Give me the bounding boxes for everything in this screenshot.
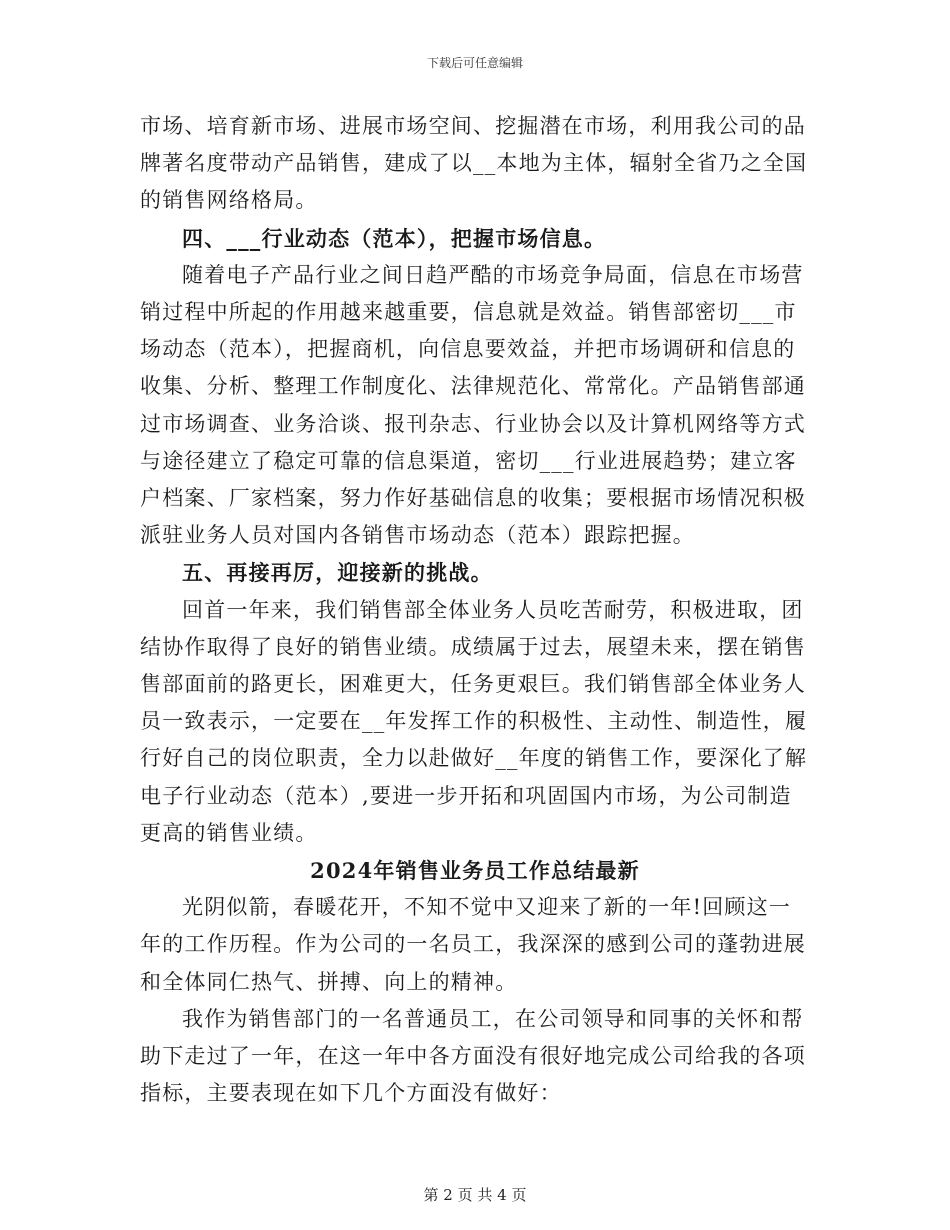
paragraph-self-review: 我作为销售部门的一名普通员工，在公司领导和同事的关怀和帮助下走过了一年，在这一年中各方面没有很好地完成公司给我的各项指标，主要表现在如下几个方面没有做好： bbox=[140, 1006, 806, 1106]
document-body bbox=[140, 108, 810, 1112]
section-heading-5: 五、再接再厉，迎接新的挑战。 bbox=[182, 560, 493, 586]
page-header: 下载后可任意编辑 bbox=[426, 56, 523, 70]
page-number: 第 2 页 共 4 页 bbox=[423, 1186, 527, 1204]
document-title: 2024年销售业务员工作总结最新 bbox=[310, 858, 640, 884]
paragraph-new-challenges: 回首一年来，我们销售部全体业务人员吃苦耐劳，积极进取，团结协作取得了良好的销售业绩。成绩属于过去，展望未来，摆在销售售部面前的路更长，困难更大，任务更艰巨。我们销售部全体业务人员一致表示，一定要在__年发挥工作的积极性、主动性、制造性，履行好自己的岗位职责，全力以赴做好__年度的销售工作，要深化了解电子行业动态（范本）,要进一步开拓和巩固国内市场，为公司制造更高的销售业绩。 bbox=[140, 597, 808, 845]
section-heading-4: 四、___行业动态（范本），把握市场信息。 bbox=[182, 225, 607, 251]
paragraph-market-expansion: 市场、培育新市场、进展市场空间、挖掘潜在市场，利用我公司的品牌著名度带动产品销售，建成了以__本地为主体，辐射全省乃之全国的销售网络格局。 bbox=[140, 114, 808, 213]
paragraph-intro: 光阴似箭，春暖花开，不知不觉中又迎来了新的一年!回顾这一年的工作历程。作为公司的一名员工，我深深的感到公司的蓬勃进展和全体同仁热气、拼搏、向上的精神。 bbox=[140, 895, 806, 994]
paragraph-market-info: 随着电子产品行业之间日趋严酷的市场竞争局面，信息在市场营销过程中所起的作用越来越重要，信息就是效益。销售部密切___市场动态（范本），把握商机，向信息要效益，并把市场调研和信息的收集、分析、整理工作制度化、法律规范化、常常化。产品销售部通过市场调查、业务洽谈、报刊杂志、行业协会以及计算机网络等方式与途径建立了稳定可靠的信息渠道，密切___行业进展趋势；建立客户档案、厂家档案，努力作好基础信息的收集；要根据市场情况积极派驻业务人员对国内各销售市场动态（范本）跟踪把握。 bbox=[140, 262, 806, 548]
